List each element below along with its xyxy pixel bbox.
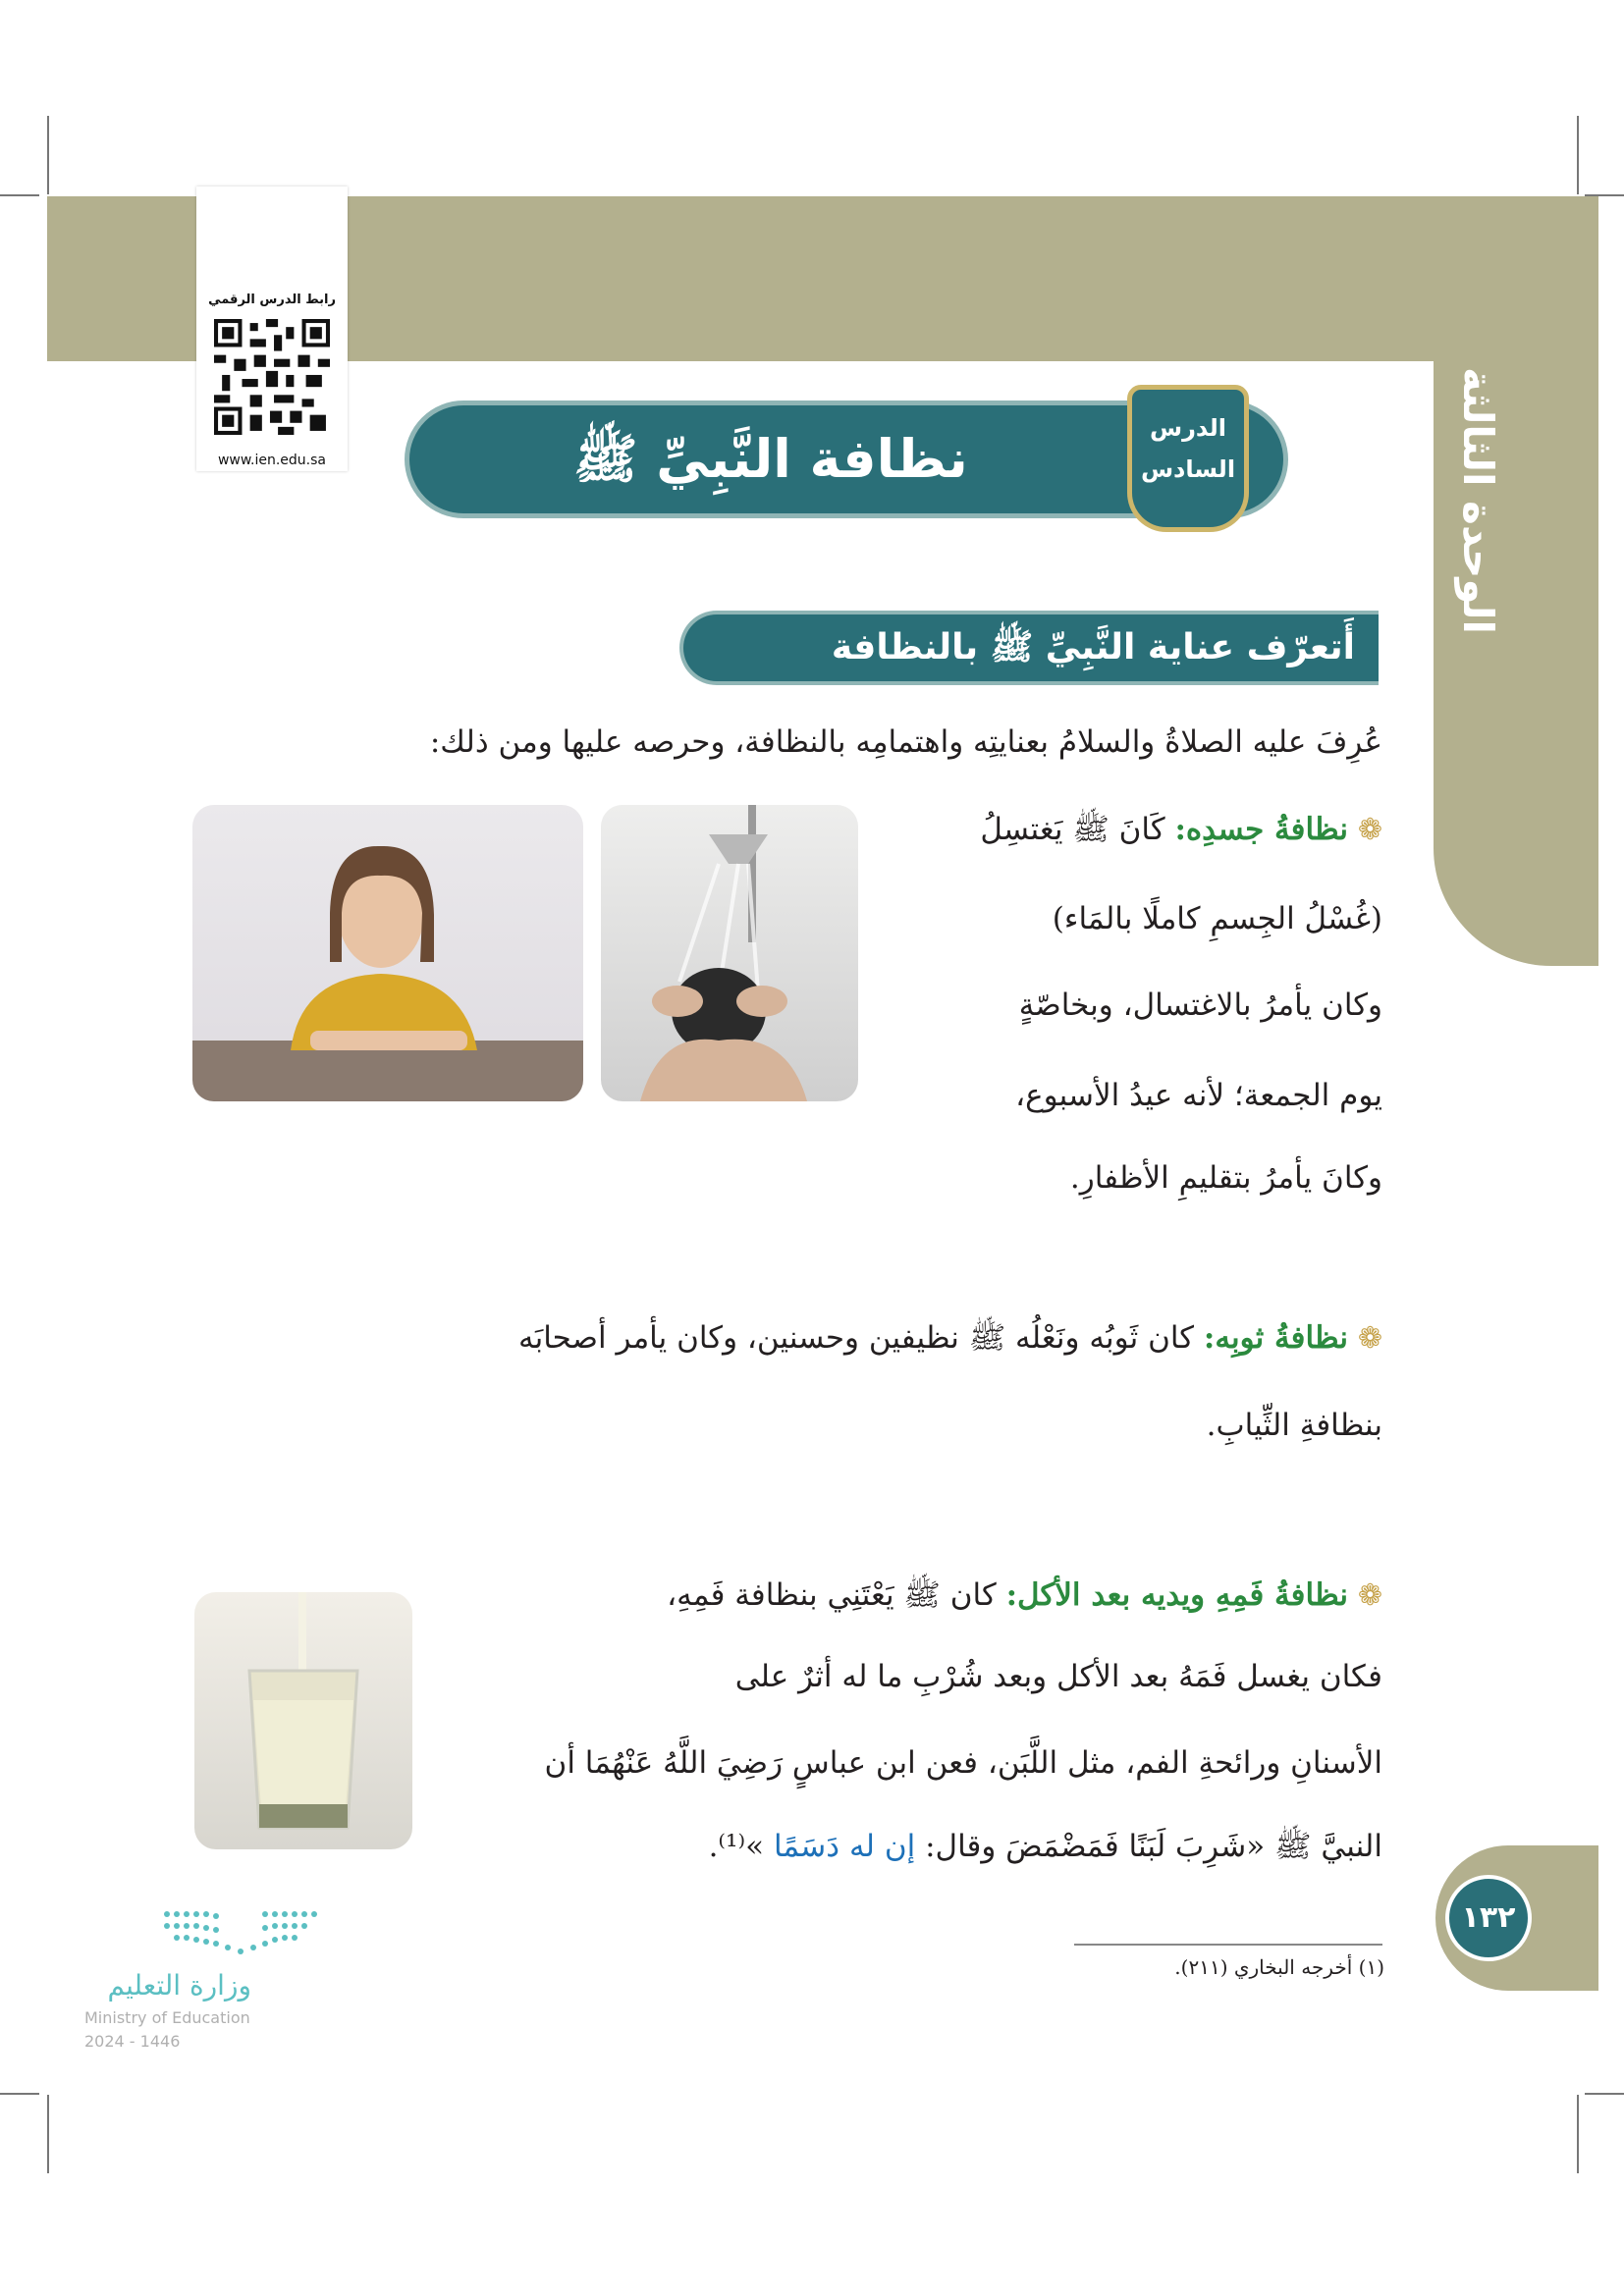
footnote-divider <box>1074 1944 1382 1946</box>
body-heading-line <box>874 811 1382 855</box>
qr-url[interactable]: www.ien.edu.sa <box>217 453 327 468</box>
flower-bullet-icon: ❁ <box>1357 1321 1382 1356</box>
ministry-year: 2024 - 1446 <box>84 2032 181 2051</box>
crop-mark <box>1577 116 1579 194</box>
crop-mark <box>1577 2095 1579 2173</box>
body-line: يوم الجمعة؛ لأنه عيدُ الأسبوع، <box>1015 1078 1382 1113</box>
mouth-line: النبيَّ ﷺ «شَرِبَ لَبَنًا فَمَضْمَضَ وقال: <box>925 1829 1382 1864</box>
shower-photo <box>601 805 858 1101</box>
ministry-name-arabic: وزارة التعليم <box>107 1969 251 2002</box>
body-line: (غُسْلُ الجِسمِ كاملًا بالمَاء) <box>1052 901 1382 936</box>
girl-nails-photo <box>192 805 583 1101</box>
mouth-line: الأسنانِ ورائحةِ الفم، مثل اللَّبَن، فعن ابن عباسٍ رَضِيَ اللَّهُ عَنْهُمَا أن <box>544 1745 1382 1781</box>
ministry-logo-icon <box>157 1904 324 1963</box>
clothes-line: بنظافةِ الثِّيابِ. <box>1206 1408 1382 1443</box>
footnote: (١) أخرجه البخاري (٢١١). <box>1174 1955 1384 1979</box>
body-line: وكان يأمرُ بالاغتسال، وبخاصّةٍ <box>1018 988 1382 1023</box>
lesson-number-label: الدرس <box>1149 414 1227 442</box>
hadith-quote: إن له دَسَمًا <box>773 1829 916 1864</box>
mouth-heading-line <box>432 1576 1382 1621</box>
clothes-heading-line <box>236 1319 1382 1363</box>
unit-title: الوحدة الثالثة <box>1454 367 1502 634</box>
flower-bullet-icon: ❁ <box>1357 813 1382 847</box>
crop-mark <box>0 194 39 196</box>
mouth-heading: نظافةُ فَمِهِ ويديه بعد الأكل: <box>1005 1577 1348 1613</box>
qr-label: رابط الدرس الرقمي <box>208 293 336 307</box>
intro-text: عُرِفَ عليه الصلاةُ والسلامُ بعنايتِه واهتمامِه بالنظافة، وحرصه عليها ومن ذلك: <box>429 724 1382 760</box>
lesson-title: نظافة النَّبِيِّ ﷺ <box>573 428 968 490</box>
body-heading: نظافةُ جسدِه: <box>1174 812 1348 847</box>
body-line: وكانَ يأمرُ بتقليمِ الأظفارِ. <box>1069 1160 1382 1196</box>
crop-mark <box>0 2093 39 2095</box>
clothes-heading: نظافةُ ثوبِه: <box>1203 1320 1348 1356</box>
ministry-name-english: Ministry of Education <box>84 2008 250 2027</box>
crop-mark <box>47 116 49 194</box>
lesson-number-value: السادس <box>1140 455 1236 483</box>
mouth-quote-line <box>432 1828 1382 1872</box>
clothes-line: كان ثَوبُه ونَعْلُه ﷺ نظيفين وحسنين، وكان يأمر أصحابَه <box>517 1320 1195 1356</box>
section-title: أَتعرّف عناية النَّبِيِّ ﷺ بالنظافة <box>831 627 1355 667</box>
mouth-line-end: »⁽¹⁾. <box>708 1829 765 1864</box>
mouth-line: كان ﷺ يَعْتَنِي بنظافة فَمِهِ، <box>667 1577 997 1613</box>
mouth-line: فكان يغسل فَمَهُ بعد الأكل وبعد شُرْبِ ما له أثرٌ على <box>734 1659 1382 1694</box>
milk-glass-photo <box>194 1592 412 1849</box>
qr-code-icon[interactable] <box>214 319 330 435</box>
page-number: ١٣٢ <box>1445 1875 1532 1961</box>
flower-bullet-icon: ❁ <box>1357 1578 1382 1613</box>
qr-card[interactable] <box>196 187 348 471</box>
crop-mark <box>1585 2093 1624 2095</box>
crop-mark <box>47 2095 49 2173</box>
body-line: كَانَ ﷺ يَغتسِلُ <box>980 812 1165 847</box>
